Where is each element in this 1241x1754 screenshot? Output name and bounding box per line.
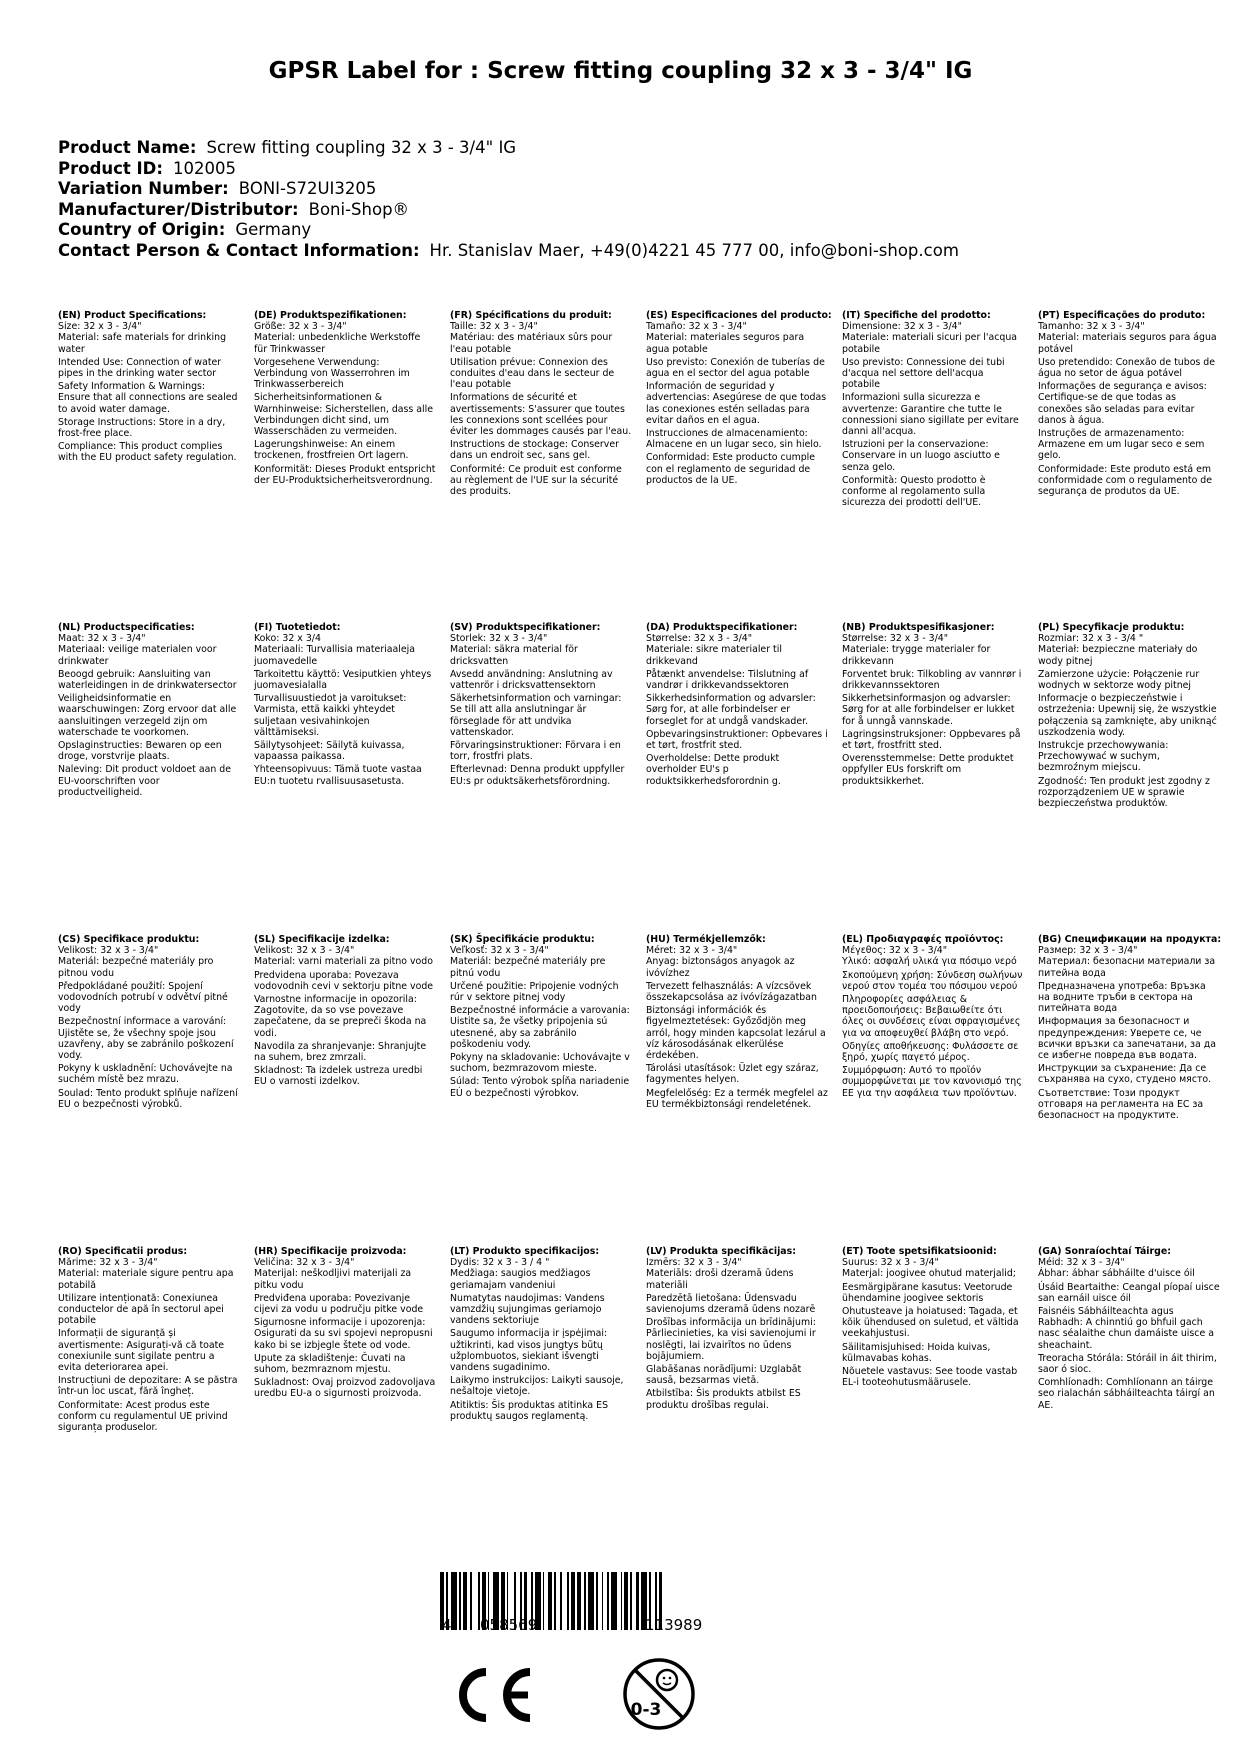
spec-heading: (RO) Specificatii produs:: [58, 1246, 188, 1257]
spec-heading: (DA) Produktspecifikationer:: [646, 622, 798, 633]
barcode-bar: [470, 1572, 472, 1630]
ce-mark-icon: [452, 1666, 534, 1724]
info-value: Screw fitting coupling 32 x 3 - 3/4" IG: [206, 138, 517, 157]
barcode-bar: [463, 1572, 467, 1630]
spec-block: [1038, 310, 1220, 499]
spec-paragraph: Sicherheitsinformationen & Warnhinweise: Sicherstellen, dass alle Verbindungen dicht sind, um Wasserschäden zu vermeiden.: [254, 392, 434, 438]
spec-block: [1038, 1246, 1220, 1413]
spec-paragraph: Conformidade: Este produto está em conformidade com o regulamento de segurança de produtos da UE.: [1038, 463, 1213, 498]
barcode-bar: [630, 1572, 632, 1630]
spec-heading: (EN) Product Specifications:: [58, 310, 207, 321]
spec-heading: (IT) Specifiche del prodotto:: [842, 310, 991, 321]
spec-paragraph: Σκοπούμενη χρήση: Σύνδεση σωλήνων νερού στον τομέα του πόσιμου νερού: [842, 969, 1023, 992]
spec-block: [450, 934, 632, 1101]
spec-paragraph: Informazioni sulla sicurezza e avvertenze: Garantire che tutte le connessioni siano sigillate per evitare danni all'acqua.: [842, 392, 1019, 438]
spec-paragraph: Conformidad: Este producto cumple con el reglamento de seguridad de productos de la UE.: [646, 452, 816, 486]
spec-paragraph: Overensstemmelse: Dette produktet oppfyller EUs forskrift om produktsikkerhet.: [842, 753, 1014, 787]
spec-heading: (ET) Toote spetsifikatsioonid:: [842, 1246, 997, 1257]
spec-block: [842, 1246, 1024, 1390]
info-value: Boni-Shop®: [308, 199, 410, 219]
spec-block: [646, 1246, 828, 1413]
spec-paragraph: Lagringsinstruksjoner: Oppbevares på et tørt, frostfritt sted.: [842, 728, 1021, 752]
spec-paragraph: Biztonsági információk és figyelmeztetések: Győződjön meg arról, hogy minden kapcsolat lezárul a víz károsodásának elkerülése érdekében.: [646, 1005, 826, 1062]
spec-paragraph: Bezpečnostní informace a varování: Ujistěte se, že všechny spoje jsou uzavřeny, aby se zabránilo poškození vody.: [58, 1016, 234, 1062]
spec-paragraph: Instructions de stockage: Conserver dans un endroit sec, sans gel.: [450, 439, 619, 462]
spec-size: Taille: 32 x 3 - 3/4": [450, 321, 538, 333]
barcode-bar: [611, 1572, 617, 1630]
barcode-bar: [560, 1572, 562, 1630]
spec-heading: (LV) Produkta specifikācijas:: [646, 1246, 796, 1257]
spec-paragraph: Conformité: Ce produit est conforme au règlement de l'UE sur la sécurité des produits.: [450, 463, 622, 498]
barcode-bar: [451, 1572, 457, 1630]
spec-size: Tamaño: 32 x 3 - 3/4": [646, 321, 747, 333]
spec-paragraph: Conformitate: Acest produs este conform cu regulamentul UE privind siguranța produselor.: [58, 1399, 228, 1434]
spec-block: [58, 1246, 240, 1435]
spec-paragraph: Forventet bruk: Tilkobling av vannrør i drikkevannssektoren: [842, 668, 1022, 692]
spec-paragraph: Soulad: Tento produkt splňuje nařízení EU o bezpečnosti výrobků.: [58, 1087, 238, 1110]
info-value: Hr. Stanislav Maer, +49(0)4221 45 777 00, info@boni-shop.com: [429, 240, 959, 260]
spec-size: Størrelse: 32 x 3 - 3/4": [646, 633, 753, 645]
spec-paragraph: Πληροφορίες ασφάλειας & προειδοποιήσεις: Βεβαιωθείτε ότι όλες οι συνδέσεις είναι σφραγισμένες για να αποφευχθεί βλάβη στο νερό.: [842, 994, 1021, 1039]
spec-paragraph: Medžiaga: saugios medžiagos geriamajam vandeniui: [450, 1268, 591, 1291]
spec-paragraph: Informations de sécurité et avertissements: S'assurer que toutes les connexions sont scellées pour éviter les dommages causés par l'eau.: [450, 392, 632, 438]
spec-paragraph: Pokyny na skladovanie: Uchovávajte v suchom, bezmrazovom mieste.: [450, 1052, 630, 1075]
spec-block: [58, 310, 240, 466]
spec-size: Размер: 32 x 3 - 3/4": [1038, 945, 1138, 957]
spec-paragraph: Veiligheidsinformatie en waarschuwingen: Zorg ervoor dat alle aansluitingen verzegeld zijn om waterschade te voorkomen.: [58, 693, 237, 738]
spec-paragraph: Förvaringsinstruktioner: Förvara i en torr, frostfri plats.: [450, 740, 621, 763]
spec-paragraph: Atbilstība: Šis produkts atbilst ES produktu drošības regulai.: [646, 1388, 801, 1411]
spec-paragraph: Vorgesehene Verwendung: Verbindung von Wasserrohren im Trinkwasserbereich: [254, 356, 410, 391]
spec-size: Méret: 32 x 3 - 3/4": [646, 945, 738, 957]
spec-paragraph: Material: materiais seguros para água potável: [1038, 332, 1217, 355]
spec-block: [254, 310, 436, 488]
spec-block: [58, 934, 240, 1112]
spec-paragraph: Material: varni materiali za pitno vodo: [254, 956, 433, 968]
spec-paragraph: Tervezett felhasználás: A vízcsövek összekapcsolása az ivóvízágazatban: [646, 980, 817, 1004]
spec-paragraph: Sikkerhetsinformasjon og advarsler: Sørg for at alle forbindelser er lukket for å unngå vannskade.: [842, 693, 1015, 727]
spec-heading: (CS) Specifikace produktu:: [58, 934, 200, 945]
spec-size: Suurus: 32 x 3 - 3/4": [842, 1257, 939, 1269]
spec-size: Rozmiar: 32 x 3 - 3/4 ": [1038, 633, 1144, 645]
spec-paragraph: Predviđena uporaba: Povezivanje cijevi za vodu u području pitke vode: [254, 1292, 424, 1316]
spec-size: Méid: 32 x 3 - 3/4": [1038, 1257, 1125, 1269]
barcode-bar: [577, 1572, 581, 1630]
barcode-left-digits: 058569: [480, 1616, 538, 1634]
spec-paragraph: Instruções de armazenamento: Armazene em um lugar seco e sem gelo.: [1038, 428, 1205, 462]
info-value: BONI-S72UI3205: [238, 179, 377, 198]
spec-paragraph: Uso pretendido: Conexão de tubos de água no setor de água potável: [1038, 356, 1216, 380]
spec-size: Storlek: 32 x 3 - 3/4": [450, 633, 548, 645]
spec-size: Größe: 32 x 3 - 3/4": [254, 321, 347, 333]
spec-paragraph: Conformità: Questo prodotto è conforme al regolamento sulla sicurezza dei prodotti dell'UE.: [842, 474, 986, 509]
spec-paragraph: Ábhar: ábhar sábháilte d'uisce óil: [1038, 1268, 1195, 1280]
spec-paragraph: Compliance: This product complies with the EU product safety regulation.: [58, 441, 237, 464]
spec-block: [1038, 934, 1220, 1123]
spec-paragraph: Materiál: bezpečné materiály pre pitnú vodu: [450, 956, 606, 979]
info-label: Contact Person & Contact Information:: [58, 240, 420, 260]
barcode-bar: [584, 1572, 586, 1630]
spec-paragraph: Comhlíonadh: Comhlíonann an táirge seo rialachán sábháilteachta táirgí an AE.: [1038, 1377, 1215, 1411]
spec-paragraph: Materiál: bezpečné materiály pro pitnou vodu: [58, 956, 214, 979]
spec-paragraph: Anyag: biztonságos anyagok az ivóvízhez: [646, 956, 795, 979]
info-row: [58, 179, 959, 200]
barcode-bar: [459, 1572, 461, 1630]
page-title: GPSR Label for : Screw fitting coupling 32 x 3 - 3/4" IG: [268, 58, 973, 84]
spec-paragraph: Faisnéis Sábháilteachta agus Rabhadh: A chinntiú go bhfuil gach nasc séalaithe chun damáiste uisce a sheachaint.: [1038, 1306, 1214, 1351]
spec-block: [842, 622, 1024, 789]
spec-paragraph: Utilizare intenționată: Conexiunea conductelor de apă în sectorul apei potabile: [58, 1292, 224, 1327]
spec-size: Izmērs: 32 x 3 - 3/4": [646, 1257, 742, 1269]
age-label: 0-3: [630, 1700, 662, 1720]
spec-paragraph: Sikkerhedsinformation og advarsler: Sørg for, at alle forbindelser er forseglet for at undgå vandskader.: [646, 693, 816, 727]
spec-paragraph: Storage Instructions: Store in a dry, frost-free place.: [58, 416, 226, 440]
spec-paragraph: Säkerhetsinformation och varningar: Se till att alla anslutningar är förseglade för att undvika vattenskador.: [450, 693, 622, 738]
spec-paragraph: Súlad: Tento výrobok spĺňa nariadenie EÚ o bezpečnosti výrobkov.: [450, 1076, 630, 1099]
spec-heading: (PL) Specyfikacje produktu:: [1038, 622, 1185, 633]
spec-heading: (SK) Špecifikácie produktu:: [450, 934, 595, 945]
spec-paragraph: Uso previsto: Connessione dei tubi d'acqua nel settore dell'acqua potabile: [842, 356, 1005, 391]
spec-block: [646, 934, 828, 1112]
spec-paragraph: Zgodność: Ten produkt jest zgodny z rozporządzeniem UE w sprawie bezpieczeństwa produktów.: [1038, 775, 1210, 810]
spec-block: [254, 934, 436, 1090]
spec-paragraph: Materiale: sikre materialer til drikkevand: [646, 644, 782, 667]
spec-paragraph: Opslaginstructies: Bewaren op een droge, vorstvrije plaats.: [58, 740, 222, 763]
spec-paragraph: Informații de siguranță și avertismente: Asigurați-vă că toate conexiunile sunt sigilate pentru a evita deteriorarea apei.: [58, 1328, 225, 1374]
spec-paragraph: Atitiktis: Šis produktas atitinka ES produktų saugos reglamentą.: [450, 1399, 609, 1422]
spec-paragraph: Tarkoitettu käyttö: Vesiputkien yhteys juomavesialalla: [254, 668, 432, 692]
spec-size: Size: 32 x 3 - 3/4": [58, 321, 142, 333]
spec-paragraph: Предназначена употреба: Връзка на водните тръби в сектора на питейната вода: [1038, 980, 1206, 1015]
spec-paragraph: Инструкции за съхранение: Да се съхранява на сухо, студено място.: [1038, 1063, 1212, 1086]
spec-block: [254, 622, 436, 789]
spec-paragraph: Istruzioni per la conservazione: Conservare in un luogo asciutto e senza gelo.: [842, 439, 1000, 473]
spec-heading: (HR) Specifikacije proizvoda:: [254, 1246, 407, 1257]
spec-paragraph: Säilytysohjeet: Säilytä kuivassa, vapaassa paikassa.: [254, 740, 405, 763]
spec-paragraph: Určené použitie: Pripojenie vodných rúr v sektore pitnej vody: [450, 980, 619, 1004]
barcode-bar: [543, 1572, 545, 1630]
spec-paragraph: Upute za skladištenje: Čuvati na suhom, bezmraznom mjestu.: [254, 1352, 406, 1376]
spec-heading: (ES) Especificaciones del producto:: [646, 310, 832, 321]
info-value: 102005: [172, 158, 236, 178]
spec-size: Størrelse: 32 x 3 - 3/4": [842, 633, 949, 645]
spec-paragraph: Drošības informācija un brīdinājumi: Pārliecinieties, ka visi savienojumi ir noslēgti, lai izvairītos no ūdens bojājumiem.: [646, 1317, 816, 1362]
spec-size: Velikost: 32 x 3 - 3/4": [58, 945, 159, 957]
spec-heading: (EL) Προδιαγραφές προϊόντος:: [842, 934, 1004, 945]
info-label: Country of Origin:: [58, 220, 226, 239]
barcode-bar: [567, 1572, 569, 1630]
spec-paragraph: Uso previsto: Conexión de tuberías de agua en el sector del agua potable: [646, 356, 825, 380]
product-info: [58, 138, 959, 261]
spec-paragraph: Material: unbedenkliche Werkstoffe für Trinkwasser: [254, 332, 421, 355]
spec-paragraph: Safety Information & Warnings: Ensure that all connections are sealed to avoid water damage.: [58, 381, 238, 415]
spec-size: Dydis: 32 x 3 - 3 / 4 ": [450, 1257, 550, 1269]
spec-paragraph: Treoracha Stórála: Stóráil in áit thirim, saor ó sioc.: [1038, 1352, 1217, 1376]
barcode-bar: [607, 1572, 609, 1630]
spec-heading: (NL) Productspecificaties:: [58, 622, 195, 633]
spec-paragraph: Utilisation prévue: Connexion des conduites d'eau dans le secteur de l'eau potable: [450, 356, 615, 391]
barcode-bar: [602, 1572, 604, 1630]
spec-heading: (SL) Specifikacije izdelka:: [254, 934, 390, 945]
spec-block: [450, 622, 632, 789]
spec-paragraph: Οδηγίες αποθήκευσης: Φυλάσσετε σε ξηρό, χωρίς παγετό μέρος.: [842, 1040, 1019, 1064]
spec-paragraph: Información de seguridad y advertencias: Asegúrese de que todas las conexiones estén selladas para evitar daños en el agua.: [646, 381, 827, 426]
spec-paragraph: Bezpečnostné informácie a varovania: Uistite sa, že všetky pripojenia sú utesnené, aby sa zabránilo poškodeniu vody.: [450, 1005, 630, 1050]
spec-paragraph: Instrukcje przechowywania: Przechowywać w suchym, bezmroźnym miejscu.: [1038, 740, 1169, 774]
spec-paragraph: Glabāšanas norādījumi: Uzglabāt sausā, bezsarmas vietā.: [646, 1364, 802, 1387]
info-row: [58, 138, 959, 159]
spec-paragraph: Naleving: Dit product voldoet aan de EU-voorschriften voor productveiligheid.: [58, 764, 231, 798]
barcode-bar: [554, 1572, 556, 1630]
spec-paragraph: Materiale: trygge materialer for drikkevann: [842, 644, 991, 667]
spec-paragraph: Materiale: materiali sicuri per l'acqua potabile: [842, 332, 1018, 355]
info-label: Variation Number:: [58, 179, 229, 198]
barcode-bar: [621, 1572, 623, 1630]
spec-paragraph: Nõuetele vastavus: See toode vastab EL-i tooteohutusmäärusele.: [842, 1366, 1018, 1389]
spec-paragraph: Paredzētā lietošana: Ūdensvadu savienojums dzeramā ūdens nozarē: [646, 1292, 816, 1316]
spec-paragraph: Matériau: des matériaux sûrs pour l'eau potable: [450, 332, 613, 355]
spec-paragraph: Materiāls: droši dzeramā ūdens materiāli: [646, 1268, 794, 1291]
spec-paragraph: Konformität: Dieses Produkt entspricht der EU-Produktsicherheitsverordnung.: [254, 463, 436, 486]
info-label: Product ID:: [58, 158, 163, 178]
spec-paragraph: Informacje o bezpieczeństwie i ostrzeżenia: Upewnij się, że wszystkie połączenia są zamknięte, aby uniknąć uszkodzenia wody.: [1038, 693, 1217, 738]
spec-heading: (HU) Termékjellemzők:: [646, 934, 766, 945]
spec-paragraph: Информация за безопасност и предупреждения: Уверете се, че всички връзки са запечатани, за да се избегне повреда във водата.: [1038, 1016, 1216, 1062]
spec-paragraph: Saugumo informacija ir įspėjimai: užtikrinti, kad visos jungtys būtų užplombuotos, siekiant išvengti vandens sugadinimo.: [450, 1328, 608, 1374]
spec-block: [254, 1246, 436, 1402]
spec-paragraph: Úsáid Beartaithe: Ceangal píopaí uisce san earnáil uisce óil: [1038, 1281, 1220, 1304]
spec-paragraph: Overholdelse: Dette produkt overholder EU's p roduktsikkerhedsforordnin g.: [646, 753, 781, 787]
spec-heading: (FI) Tuotetiedot:: [254, 622, 341, 633]
spec-heading: (BG) Спецификации на продукта:: [1038, 934, 1222, 945]
spec-paragraph: Materiał: bezpieczne materiały do wody pitnej: [1038, 644, 1198, 667]
spec-block: [450, 1246, 632, 1424]
spec-heading: (FR) Spécifications du produit:: [450, 310, 612, 321]
spec-block: [1038, 622, 1220, 811]
spec-paragraph: Efterlevnad: Denna produkt uppfyller EU:s pr oduktsäkerhetsförordning.: [450, 764, 625, 787]
spec-paragraph: Laikymo instrukcijos: Laikyti sausoje, nešaltoje vietoje.: [450, 1375, 624, 1398]
spec-size: Dimensione: 32 x 3 - 3/4": [842, 321, 962, 333]
spec-block: [450, 310, 632, 499]
spec-block: [646, 310, 832, 488]
spec-block: [646, 622, 828, 789]
info-row: [58, 200, 959, 221]
barcode-right-digits: 113989: [645, 1616, 703, 1634]
spec-paragraph: Instrucțiuni de depozitare: A se păstra într-un loc uscat, fără îngheț.: [58, 1375, 238, 1398]
spec-paragraph: Materjal: joogivee ohutud materjalid;: [842, 1268, 1016, 1280]
spec-paragraph: Material: materiales seguros para agua potable: [646, 332, 805, 355]
spec-paragraph: Materiaali: Turvallisia materiaaleja juomavedelle: [254, 644, 415, 667]
spec-paragraph: Navodila za shranjevanje: Shranjujte na suhem, brez zmrzali.: [254, 1040, 427, 1064]
barcode-bar: [596, 1572, 598, 1630]
spec-size: Veličina: 32 x 3 - 3/4": [254, 1257, 355, 1269]
spec-paragraph: Predvidena uporaba: Povezava vodovodnih cevi v sektorju pitne vode: [254, 969, 434, 992]
spec-paragraph: Materiaal: veilige materialen voor drinkwater: [58, 644, 217, 667]
spec-size: Mărime: 32 x 3 - 3/4": [58, 1257, 158, 1269]
spec-paragraph: Lagerungshinweise: An einem trockenen, frostfreien Ort lagern.: [254, 439, 409, 462]
spec-paragraph: Съответствие: Този продукт отговаря на регламента на ЕС за безопасност на продуктите.: [1038, 1087, 1204, 1122]
spec-size: Koko: 32 x 3/4: [254, 633, 321, 645]
spec-paragraph: Instrucciones de almacenamiento: Almacene en un lugar seco, sin hielo.: [646, 428, 822, 451]
barcode-bar: [548, 1572, 552, 1630]
spec-paragraph: Ohutusteave ja hoiatused: Tagada, et kõik ühendused on suletud, et vältida veekahjustusi.: [842, 1306, 1019, 1340]
spec-paragraph: Varnostne informacije in opozorila: Zagotovite, da so vse povezave zapečatene, da se prepreči škoda na vodi.: [254, 994, 427, 1039]
spec-paragraph: Påtænkt anvendelse: Tilslutning af vandrør i drikkevandssektoren: [646, 668, 809, 692]
spec-paragraph: Beoogd gebruik: Aansluiting van waterleidingen in de drinkwatersector: [58, 668, 237, 692]
spec-block: [842, 310, 1024, 510]
spec-paragraph: Material: safe materials for drinking water: [58, 332, 227, 355]
info-label: Manufacturer/Distributor:: [58, 199, 299, 219]
spec-paragraph: Tárolási utasítások: Üzlet egy száraz, fagymentes helyen.: [646, 1063, 819, 1086]
spec-size: Tamanho: 32 x 3 - 3/4": [1038, 321, 1145, 333]
age-warning-icon: [621, 1656, 697, 1732]
barcode-prefix: 4: [442, 1616, 452, 1634]
spec-heading: (NB) Produktspesifikasjoner:: [842, 622, 995, 633]
spec-size: Velikost: 32 x 3 - 3/4": [254, 945, 355, 957]
spec-heading: (SV) Produktspecifikationer:: [450, 622, 601, 633]
spec-size: Maat: 32 x 3 - 3/4": [58, 633, 146, 645]
info-label: Product Name:: [58, 138, 197, 157]
spec-paragraph: Material: materiale sigure pentru apa potabilă: [58, 1268, 234, 1291]
spec-size: Veľkosť: 32 x 3 - 3/4": [450, 945, 549, 957]
barcode-bar: [571, 1572, 575, 1630]
spec-size: Μέγεθος: 32 x 3 - 3/4": [842, 945, 948, 957]
spec-block: [58, 622, 240, 800]
spec-paragraph: Turvallisuustiedot ja varoitukset: Varmista, että kaikki yhteydet suljetaan vesivahinkojen välttämiseksi.: [254, 693, 407, 738]
spec-paragraph: Předpokládané použití: Spojení vodovodních potrubí v odvětví pitné vody: [58, 980, 228, 1015]
spec-grid: [58, 310, 1222, 1530]
spec-paragraph: Pokyny k uskladnění: Uchovávejte na suchém místě bez mrazu.: [58, 1063, 233, 1086]
spec-paragraph: Numatytas naudojimas: Vandens vamzdžių sujungimas geriamojo vandens sektoriuje: [450, 1292, 605, 1327]
spec-paragraph: Συμμόρφωση: Αυτό το προϊόν συμμορφώνεται με τον κανονισμό της ΕΕ για την ασφάλεια των προϊόντων.: [842, 1065, 1022, 1099]
barcode-bar: [636, 1572, 640, 1630]
spec-paragraph: Υλικό: ασφαλή υλικά για πόσιμο νερό: [842, 956, 1017, 968]
spec-paragraph: Sigurnosne informacije i upozorenja: Osigurati da su svi spojevi nepropusni kako bi se izbjegle štete od vode.: [254, 1317, 433, 1351]
info-row: [58, 220, 959, 241]
spec-paragraph: Eesmärgipärane kasutus: Veetorude ühendamine joogivee sektoris: [842, 1281, 1013, 1304]
info-value: Germany: [235, 220, 312, 239]
spec-paragraph: Yhteensopivuus: Tämä tuote vastaa EU:n tuotetu rvallisuusasetusta.: [254, 764, 422, 787]
spec-heading: (PT) Especificações do produto:: [1038, 310, 1206, 321]
spec-paragraph: Materijal: neškodljivi materijali za pitku vodu: [254, 1268, 412, 1291]
spec-paragraph: Avsedd användning: Anslutning av vattenrör i dricksvattensektorn: [450, 668, 613, 692]
spec-paragraph: Säilitamisjuhised: Hoida kuivas, külmavabas kohas.: [842, 1341, 991, 1364]
spec-paragraph: Intended Use: Connection of water pipes in the drinking water sector: [58, 356, 222, 380]
spec-paragraph: Material: säkra material för dricksvatten: [450, 644, 578, 667]
spec-heading: (GA) Sonraíochtaí Táirge:: [1038, 1246, 1171, 1257]
spec-paragraph: Sukladnost: Ovaj proizvod zadovoljava uredbu EU-a o sigurnosti proizvoda.: [254, 1377, 436, 1400]
spec-heading: (DE) Produktspezifikationen:: [254, 310, 407, 321]
spec-heading: (LT) Produkto specifikacijos:: [450, 1246, 600, 1257]
spec-paragraph: Zamierzone użycie: Połączenie rur wodnych w sektorze wody pitnej: [1038, 668, 1200, 692]
info-row: [58, 241, 959, 262]
spec-block: [842, 934, 1024, 1101]
spec-paragraph: Skladnost: Ta izdelek ustreza uredbi EU o varnosti izdelkov.: [254, 1065, 423, 1088]
barcode-bar: [624, 1572, 628, 1630]
spec-paragraph: Opbevaringsinstruktioner: Opbevares i et tørt, frostfrit sted.: [646, 728, 828, 752]
spec-paragraph: Megfelelőség: Ez a termék megfelel az EU termékbiztonsági rendeletének.: [646, 1087, 828, 1110]
spec-paragraph: Материал: безопасни материали за питейна вода: [1038, 956, 1216, 979]
barcode-bar: [588, 1572, 594, 1630]
info-row: [58, 159, 959, 180]
spec-paragraph: Informações de segurança e avisos: Certifique-se de que todas as conexões são seladas para evitar danos à água.: [1038, 381, 1207, 426]
